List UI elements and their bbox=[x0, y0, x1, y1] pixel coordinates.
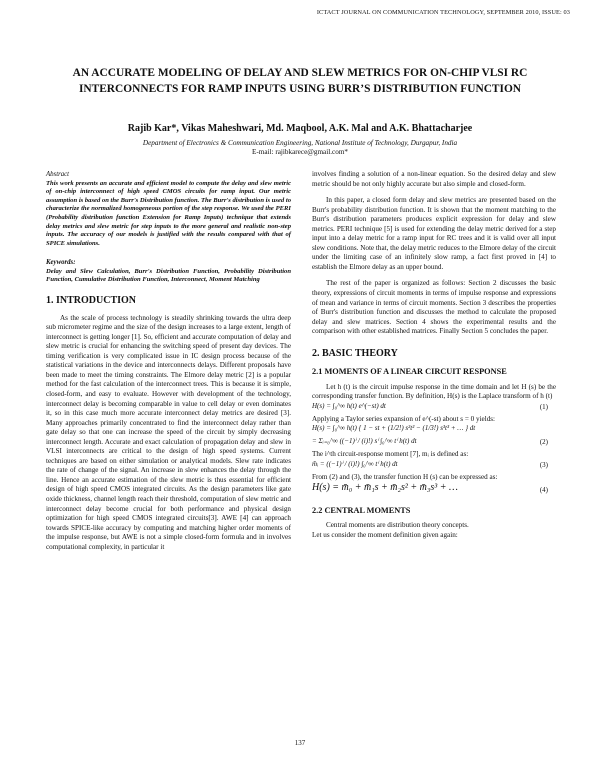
equation-1-expr: H(s) = ∫₀^∞ h(t) e^(−st) dt bbox=[312, 401, 386, 410]
section-1-paragraph: As the scale of process technology is steadily shrinking towards the ultra deep sub micrometer regime and the size of the design increases to a large extent, length of interconnect is getting longer [1]. So, efficient and accurate computation of delay and slew metric is crucial for enhancing the switching speed of present day devices. The timing verification is very complicated issue in IC design process because of the statistical variations in the device and interconnects delays. Different proposals have been made to meet the timing constraints. The Elmore delay metric [2] is a popular method for the fast calculation of the interconnect trees. This is because it is simple, closed-form, and easy to evaluate. However with development of the technology, interconnect delay is becoming comparable in value to cell delay or even dominates it, so in this case much more accurate interconnect delay metrics are desired [3]. Many approaches primarily concentrated to find the interconnect delay rather than gate delay so that one can increase the speed of the circuit by simply decreasing interconnect length. Accurate and exact calculation of propagation delay and slew in VLSI interconnects are critical to the design of high speed systems. Current techniques are based on either simulation or analytical models. Slew rate indicates the rate of change of the signal. An increase in slew enhances the delay through the line. Hence an accurate estimation of the slew metric is thus essential for efficient design of high speed CMOS integrated circuits. As the design parameters like gate oxide thickness, channel length reach their threshold, computation of slew metric and interconnect delay become crucial for both performance and physical design optimization for high speed CMOS integrated circuits[3]. AWE [4] can approach towards SPICE-like accuracy by computing and matching higher order moments of the impulse response, but AWE is not a simple closed-form formula and in involves computational complexity, in particular it bbox=[46, 313, 291, 551]
paper-title: AN ACCURATE MODELING OF DELAY AND SLEW METRICS FOR ON-CHIP VLSI RC INTERCONNECTS FOR RAMP INPUTS USING BURR’S DISTRIBUTION FUNCTION bbox=[72, 67, 528, 95]
authors: Rajib Kar*, Vikas Maheshwari, Md. Maqbool, A.K. Mal and A.K. Bhattacharjee bbox=[127, 123, 473, 134]
transfer-function-text: From (2) and (3), the transfer function H (s) can be expressed as: bbox=[312, 473, 498, 482]
section-2-2-paragraph-2: Let us consider the moment definition given again: bbox=[312, 530, 458, 539]
right-column bbox=[312, 170, 556, 540]
equation-3-expr: m̄ᵢ = ((−1)ⁱ / (i)!) ∫₀^∞ tⁱ h(t) dt bbox=[312, 460, 398, 469]
equation-4-number: (4) bbox=[539, 485, 548, 494]
equation-1 bbox=[312, 402, 556, 415]
equation-4 bbox=[312, 483, 556, 498]
section-1-heading: 1. INTRODUCTION bbox=[46, 295, 137, 307]
ith-moment-text: The i^th circuit-response moment [7], mᵢ is defined as: bbox=[312, 450, 469, 459]
right-paragraph-2: In this paper, a closed form delay and slew metrics are presented based on the Burr's probability distribution function. It is shown that the moment matching to the Burr's distribution parameters produces explicit expression for delay and slew metrics. PERI technique [5] is used for extending the delay metric derived for a step input into a delay metric for a ramp input for RC trees and it is valid over all input slew conditions. Note that, the delay metric reduces to the Elmore delay of the circuit under the limiting case of an infinitely slow ramp, a fact first proved in [4] to establish the Elmore delay as an upper bound. bbox=[312, 196, 556, 271]
abstract-heading: Abstract bbox=[46, 171, 70, 178]
keywords-heading: Keywords: bbox=[46, 259, 76, 267]
keywords-text: Delay and Slew Calculation, Burr's Distribution Function, Probability Distribution Function, Cumulative Distribution Function, Interconnect, Moment Matching bbox=[46, 267, 291, 284]
equation-3 bbox=[312, 460, 556, 473]
journal-header: ICTACT JOURNAL ON COMMUNICATION TECHNOLOGY, SEPTEMBER 2010, ISSUE: 03 bbox=[316, 9, 570, 16]
section-2-heading: 2. BASIC THEORY bbox=[312, 347, 398, 359]
equation-2a-expr: H(s) = ∫₀^∞ h(t) { 1 − st + (1/2!) s²t² − (1/3!) s³t³ + … } dt bbox=[312, 424, 476, 433]
equation-1-number: (1) bbox=[539, 402, 548, 411]
equation-3-number: (3) bbox=[539, 461, 548, 470]
equation-2b-expr: = Σᵢ₌₀^∞ ((−1)ⁱ / (i)!) sⁱ ∫₀^∞ tⁱ h(t) dt bbox=[312, 437, 417, 446]
section-2-1-heading: 2.1 MOMENTS OF A LINEAR CIRCUIT RESPONSE bbox=[312, 367, 507, 377]
equation-2b bbox=[312, 437, 556, 450]
section-2-2-paragraph-1: Central moments are distribution theory concepts. bbox=[326, 521, 469, 530]
right-paragraph-1: involves finding a solution of a non-linear equation. So the desired delay and slew metric should be not only highly accurate but also simple and closed-form. bbox=[312, 170, 556, 188]
section-2-2-heading: 2.2 CENTRAL MOMENTS bbox=[312, 505, 411, 515]
left-column bbox=[46, 170, 291, 552]
equation-4-expr: H(s) = m̄₀ + m̄₁s + m̄₂s² + m̄₃s³ + … bbox=[312, 481, 458, 493]
section-2-1-paragraph: Let h (t) is the circuit impulse response in the time domain and let H (s) be the corresponding transfer function. By definition, H(s) is the Laplace transform of h (t) bbox=[312, 382, 556, 401]
equation-2-number: (2) bbox=[539, 438, 548, 447]
right-paragraph-3: The rest of the paper is organized as follows: Section 2 discusses the basic theory, expressions of circuit moments in terms of impulse response and expressions of mean and variance in terms of circuit moments. Section 3 describes the properties of Burr's distribution function and discusses the method to calculate the proposed delay and slew matrices. Section 4 shows the experimental results and the comparison with other established matrices. Finally Section 5 concludes the paper. bbox=[312, 279, 556, 336]
taylor-text: Applying a Taylor series expansion of e^(-st) about s = 0 yields: bbox=[312, 414, 496, 423]
email: E-mail: rajibkarece@gmail.com* bbox=[251, 148, 349, 156]
page-number: 137 bbox=[294, 739, 306, 747]
equation-2a bbox=[312, 424, 556, 437]
affiliation: Department of Electronics & Communication Engineering, National Institute of Technology, Durgapur, India bbox=[142, 139, 458, 147]
abstract-text: This work presents an accurate and efficient model to compute the delay and slew metric of on-chip interconnect of high speed CMOS circuits for ramp input. Our metric assumption is based on the Burr's Distribution function. The Burr's distribution is used to characterize the normalized homogeneous portion of the step response. We used the PERI (Probability distribution function Extension for Ramp Inputs) technique that extends delay metrics and slew metric for step inputs to the more general and realistic non-step inputs. The accuracy of our models is justified with the results compared with that of SPICE simulations. bbox=[46, 179, 291, 247]
